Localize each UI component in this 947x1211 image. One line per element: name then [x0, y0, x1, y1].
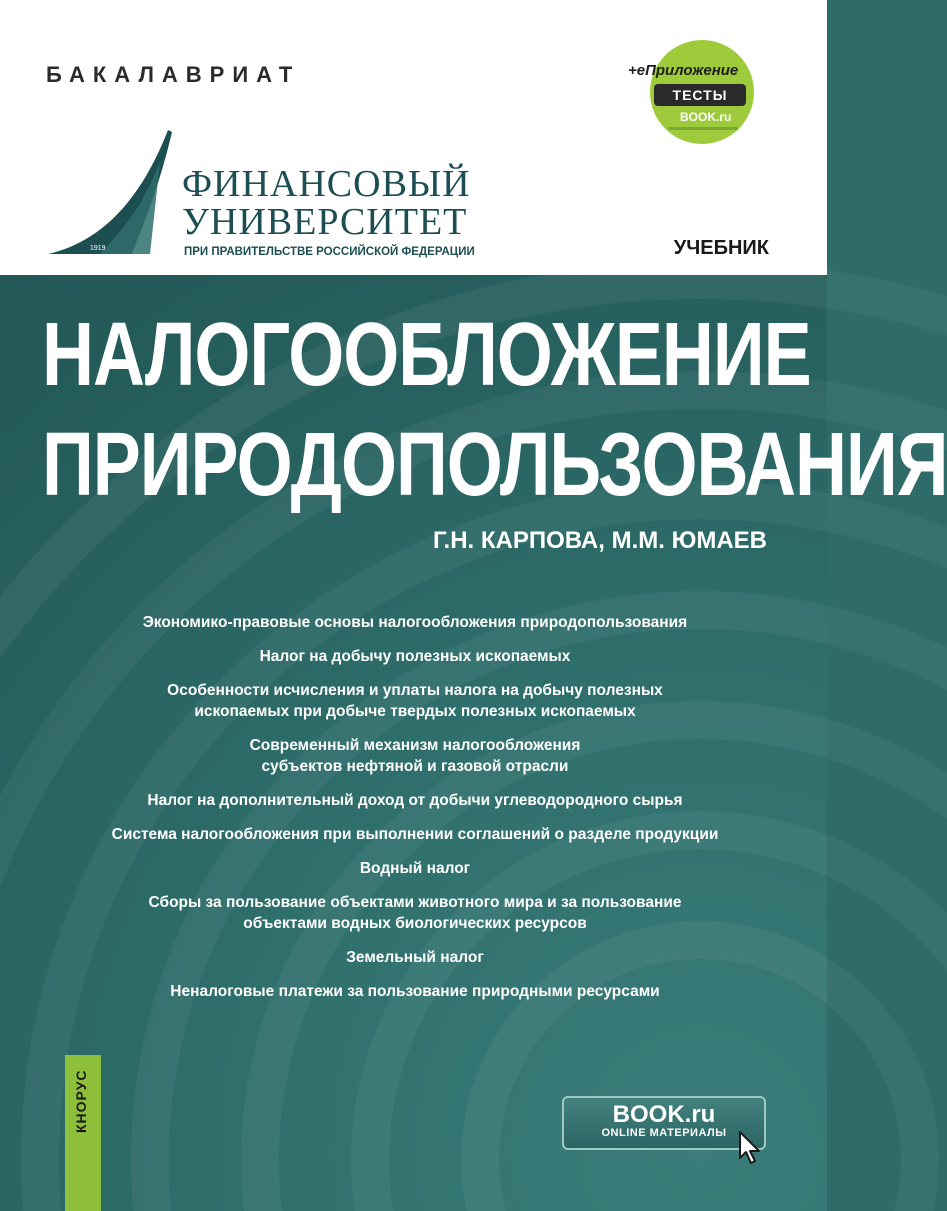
cursor-icon [738, 1130, 764, 1166]
topics-list [60, 612, 770, 1015]
badge-tests-label: ТЕСТЫ [654, 84, 746, 106]
online-sub-label: ONLINE МАТЕРИАЛЫ [601, 1127, 727, 1139]
topic-item: Сборы за пользование объектами животного мира и за пользование объектами водных биологических ресурсов [148, 894, 682, 932]
authors: Г.Н. КАРПОВА, М.М. ЮМАЕВ [432, 527, 767, 554]
university-name-line2: УНИВЕРСИТЕТ [182, 201, 468, 243]
logo-year: 1919 [90, 245, 106, 252]
online-main-label: BOOK.ru [612, 1101, 716, 1128]
topic-item: Налог на добычу полезных ископаемых [259, 648, 571, 665]
book-title [42, 300, 947, 520]
badge-app-label: +еПриложение [628, 62, 739, 79]
badge-site-label: BOOK.ru [680, 110, 732, 124]
series-label: БАКАЛАВРИАТ [46, 62, 301, 87]
topic-item: Современный механизм налогообложения субъектов нефтяной и газовой отрасли [249, 737, 581, 775]
topic-item: Неналоговые платежи за пользование природными ресурсами [170, 983, 660, 1000]
topic-item: Система налогообложения при выполнении соглашений о разделе продукции [111, 826, 719, 843]
topic-item: Водный налог [359, 860, 471, 877]
topic-item: Экономико-правовые основы налогообложения природопользования [142, 614, 688, 631]
title-line1: НАЛОГООБЛОЖЕНИЕ [42, 305, 811, 405]
badge-underline [668, 127, 738, 130]
topic-item: Налог на дополнительный доход от добычи углеводородного сырья [147, 792, 683, 809]
university-subtitle: ПРИ ПРАВИТЕЛЬСТВЕ РОССИЙСКОЙ ФЕДЕРАЦИИ [184, 246, 475, 258]
topic-item: Земельный налог [346, 949, 484, 966]
university-name-line1: ФИНАНСОВЫЙ [182, 163, 471, 205]
publisher-name: КНОРУС [73, 1069, 89, 1133]
university-logo-icon [40, 122, 180, 262]
title-line2: ПРИРОДОПОЛЬЗОВАНИЯ [42, 415, 947, 515]
topic-item: Особенности исчисления и уплаты налога на добычу полезных ископаемых при добыче твердых полезных ископаемых [167, 682, 663, 720]
online-materials-button[interactable] [562, 1096, 766, 1150]
book-type-label: УЧЕБНИК [673, 237, 769, 259]
